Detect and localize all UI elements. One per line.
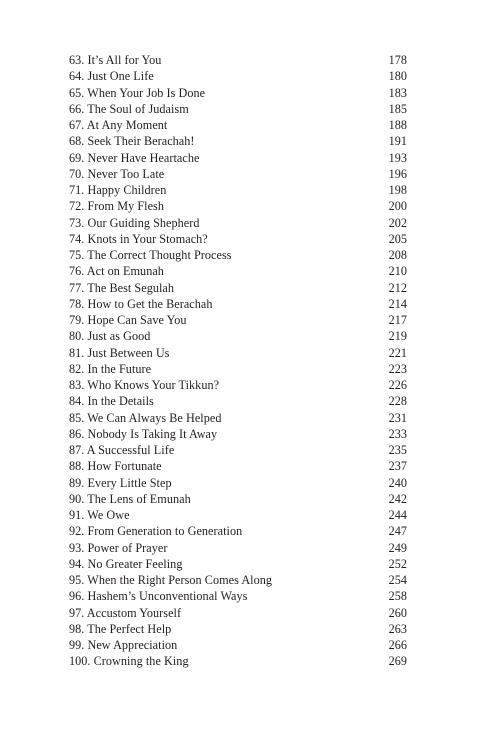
toc-entry-title: 75. The Correct Thought Process bbox=[69, 248, 232, 262]
toc-entry-page-number: 242 bbox=[388, 491, 407, 506]
toc-entry bbox=[69, 361, 407, 377]
toc-entry bbox=[69, 345, 407, 361]
toc-entry-page-number: 178 bbox=[388, 53, 407, 67]
toc-entry-page-number: 269 bbox=[388, 654, 407, 669]
toc-entry-title: 82. In the Future bbox=[69, 361, 152, 376]
toc-entry-page-number: 188 bbox=[388, 118, 407, 132]
toc-entry-page-number: 217 bbox=[388, 313, 407, 327]
toc-entry-page-number: 183 bbox=[388, 85, 407, 100]
toc-entry-title: 89. Every Little Step bbox=[69, 475, 172, 490]
toc-entry-title: 65. When Your Job Is Done bbox=[69, 85, 206, 100]
toc-entry-title: 86. Nobody Is Taking It Away bbox=[69, 426, 218, 441]
toc-entry-title: 69. Never Have Heartache bbox=[69, 150, 200, 165]
toc-entry-title: 96. Hashem’s Unconventional Ways bbox=[69, 589, 248, 604]
toc-entry bbox=[69, 296, 407, 312]
toc-entry-page-number: 191 bbox=[388, 134, 407, 149]
toc-entry-title: 99. New Appreciation bbox=[69, 638, 178, 652]
toc-entry bbox=[69, 588, 407, 604]
toc-entry bbox=[69, 133, 407, 149]
toc-entry bbox=[69, 426, 407, 442]
toc-entry-title: 76. Act on Emunah bbox=[69, 264, 164, 279]
toc-entry bbox=[69, 653, 407, 669]
toc-entry-page-number: 226 bbox=[388, 378, 407, 392]
toc-entry-title: 93. Power of Prayer bbox=[69, 540, 168, 555]
toc-entry-title: 71. Happy Children bbox=[69, 183, 167, 197]
toc-entry-page-number: 260 bbox=[388, 605, 407, 620]
toc-entry-page-number: 210 bbox=[388, 264, 407, 279]
toc-entry bbox=[69, 491, 407, 507]
toc-entry-page-number: 205 bbox=[388, 231, 407, 246]
toc-entry-title: 64. Just One Life bbox=[69, 69, 154, 84]
toc-entry-title: 63. It’s All for You bbox=[69, 53, 162, 67]
toc-entry-page-number: 198 bbox=[388, 183, 407, 197]
toc-entry bbox=[69, 458, 407, 474]
table-of-contents bbox=[69, 52, 407, 670]
toc-entry-page-number: 196 bbox=[388, 166, 407, 181]
toc-entry bbox=[69, 198, 407, 214]
toc-entry bbox=[69, 523, 407, 539]
toc-entry-page-number: 231 bbox=[388, 410, 407, 425]
toc-entry-page-number: 235 bbox=[388, 443, 407, 457]
toc-entry bbox=[69, 377, 407, 393]
toc-entry bbox=[69, 150, 407, 166]
toc-entry-title: 98. The Perfect Help bbox=[69, 621, 172, 636]
toc-entry-title: 81. Just Between Us bbox=[69, 345, 170, 360]
toc-entry bbox=[69, 182, 407, 198]
toc-entry-page-number: 200 bbox=[388, 199, 407, 214]
toc-entry-title: 70. Never Too Late bbox=[69, 166, 165, 181]
toc-entry bbox=[69, 231, 407, 247]
toc-entry-title: 73. Our Guiding Shepherd bbox=[69, 215, 200, 230]
toc-entry bbox=[69, 540, 407, 556]
toc-entry-title: 66. The Soul of Judaism bbox=[69, 101, 189, 116]
toc-entry-title: 78. How to Get the Berachah bbox=[69, 296, 213, 311]
toc-entry bbox=[69, 68, 407, 84]
toc-entry-page-number: 249 bbox=[388, 540, 407, 555]
toc-entry-title: 84. In the Details bbox=[69, 394, 154, 409]
toc-entry-title: 72. From My Flesh bbox=[69, 199, 164, 214]
toc-entry-page-number: 247 bbox=[388, 524, 407, 539]
toc-entry-page-number: 223 bbox=[388, 361, 407, 376]
toc-entry-title: 77. The Best Segulah bbox=[69, 280, 175, 295]
toc-entry bbox=[69, 572, 407, 588]
toc-entry bbox=[69, 101, 407, 117]
toc-entry-title: 91. We Owe bbox=[69, 508, 130, 522]
toc-entry bbox=[69, 556, 407, 572]
toc-entry-title: 97. Accustom Yourself bbox=[69, 605, 182, 620]
toc-entry bbox=[69, 475, 407, 491]
toc-entry-page-number: 193 bbox=[388, 150, 407, 165]
toc-entry-title: 88. How Fortunate bbox=[69, 459, 162, 474]
toc-entry bbox=[69, 52, 407, 68]
toc-entry-page-number: 233 bbox=[388, 426, 407, 441]
toc-entry-title: 94. No Greater Feeling bbox=[69, 556, 183, 571]
toc-entry-page-number: 254 bbox=[388, 573, 407, 587]
toc-entry-title: 83. Who Knows Your Tikkun? bbox=[69, 378, 220, 392]
toc-entry-title: 79. Hope Can Save You bbox=[69, 313, 187, 327]
toc-entry-page-number: 228 bbox=[388, 394, 407, 409]
toc-entry-page-number: 240 bbox=[388, 475, 407, 490]
toc-entry bbox=[69, 166, 407, 182]
toc-entry bbox=[69, 312, 407, 328]
toc-entry-title: 100. Crowning the King bbox=[69, 654, 189, 669]
toc-entry-page-number: 266 bbox=[388, 638, 407, 652]
toc-entry-page-number: 221 bbox=[388, 345, 407, 360]
toc-entry bbox=[69, 280, 407, 296]
toc-entry bbox=[69, 637, 407, 653]
toc-entry-title: 67. At Any Moment bbox=[69, 118, 168, 132]
toc-entry-page-number: 212 bbox=[388, 280, 407, 295]
toc-entry-title: 68. Seek Their Berachah! bbox=[69, 134, 195, 149]
toc-entry bbox=[69, 393, 407, 409]
toc-entry-page-number: 252 bbox=[388, 556, 407, 571]
toc-entry bbox=[69, 621, 407, 637]
toc-entry-page-number: 219 bbox=[388, 329, 407, 344]
toc-entry-page-number: 202 bbox=[388, 215, 407, 230]
toc-entry-page-number: 263 bbox=[388, 621, 407, 636]
toc-entry bbox=[69, 215, 407, 231]
toc-entry bbox=[69, 85, 407, 101]
toc-entry-page-number: 208 bbox=[388, 248, 407, 262]
toc-entry-title: 87. A Successful Life bbox=[69, 443, 175, 457]
toc-entry bbox=[69, 410, 407, 426]
toc-entry bbox=[69, 117, 407, 133]
toc-entry bbox=[69, 442, 407, 458]
toc-entry-page-number: 244 bbox=[388, 508, 407, 522]
toc-entry bbox=[69, 605, 407, 621]
toc-entry-title: 90. The Lens of Emunah bbox=[69, 491, 191, 506]
toc-entry-page-number: 237 bbox=[388, 459, 407, 474]
toc-entry-page-number: 185 bbox=[388, 101, 407, 116]
toc-entry-title: 95. When the Right Person Comes Along bbox=[69, 573, 273, 587]
toc-entry-title: 74. Knots in Your Stomach? bbox=[69, 231, 208, 246]
toc-entry-title: 85. We Can Always Be Helped bbox=[69, 410, 222, 425]
toc-entry bbox=[69, 328, 407, 344]
toc-entry bbox=[69, 247, 407, 263]
toc-entry-page-number: 258 bbox=[388, 589, 407, 604]
toc-entry-title: 80. Just as Good bbox=[69, 329, 151, 344]
toc-entry-page-number: 214 bbox=[388, 296, 407, 311]
toc-entry bbox=[69, 507, 407, 523]
toc-entry-page-number: 180 bbox=[388, 69, 407, 84]
toc-entry bbox=[69, 263, 407, 279]
toc-entry-title: 92. From Generation to Generation bbox=[69, 524, 243, 539]
